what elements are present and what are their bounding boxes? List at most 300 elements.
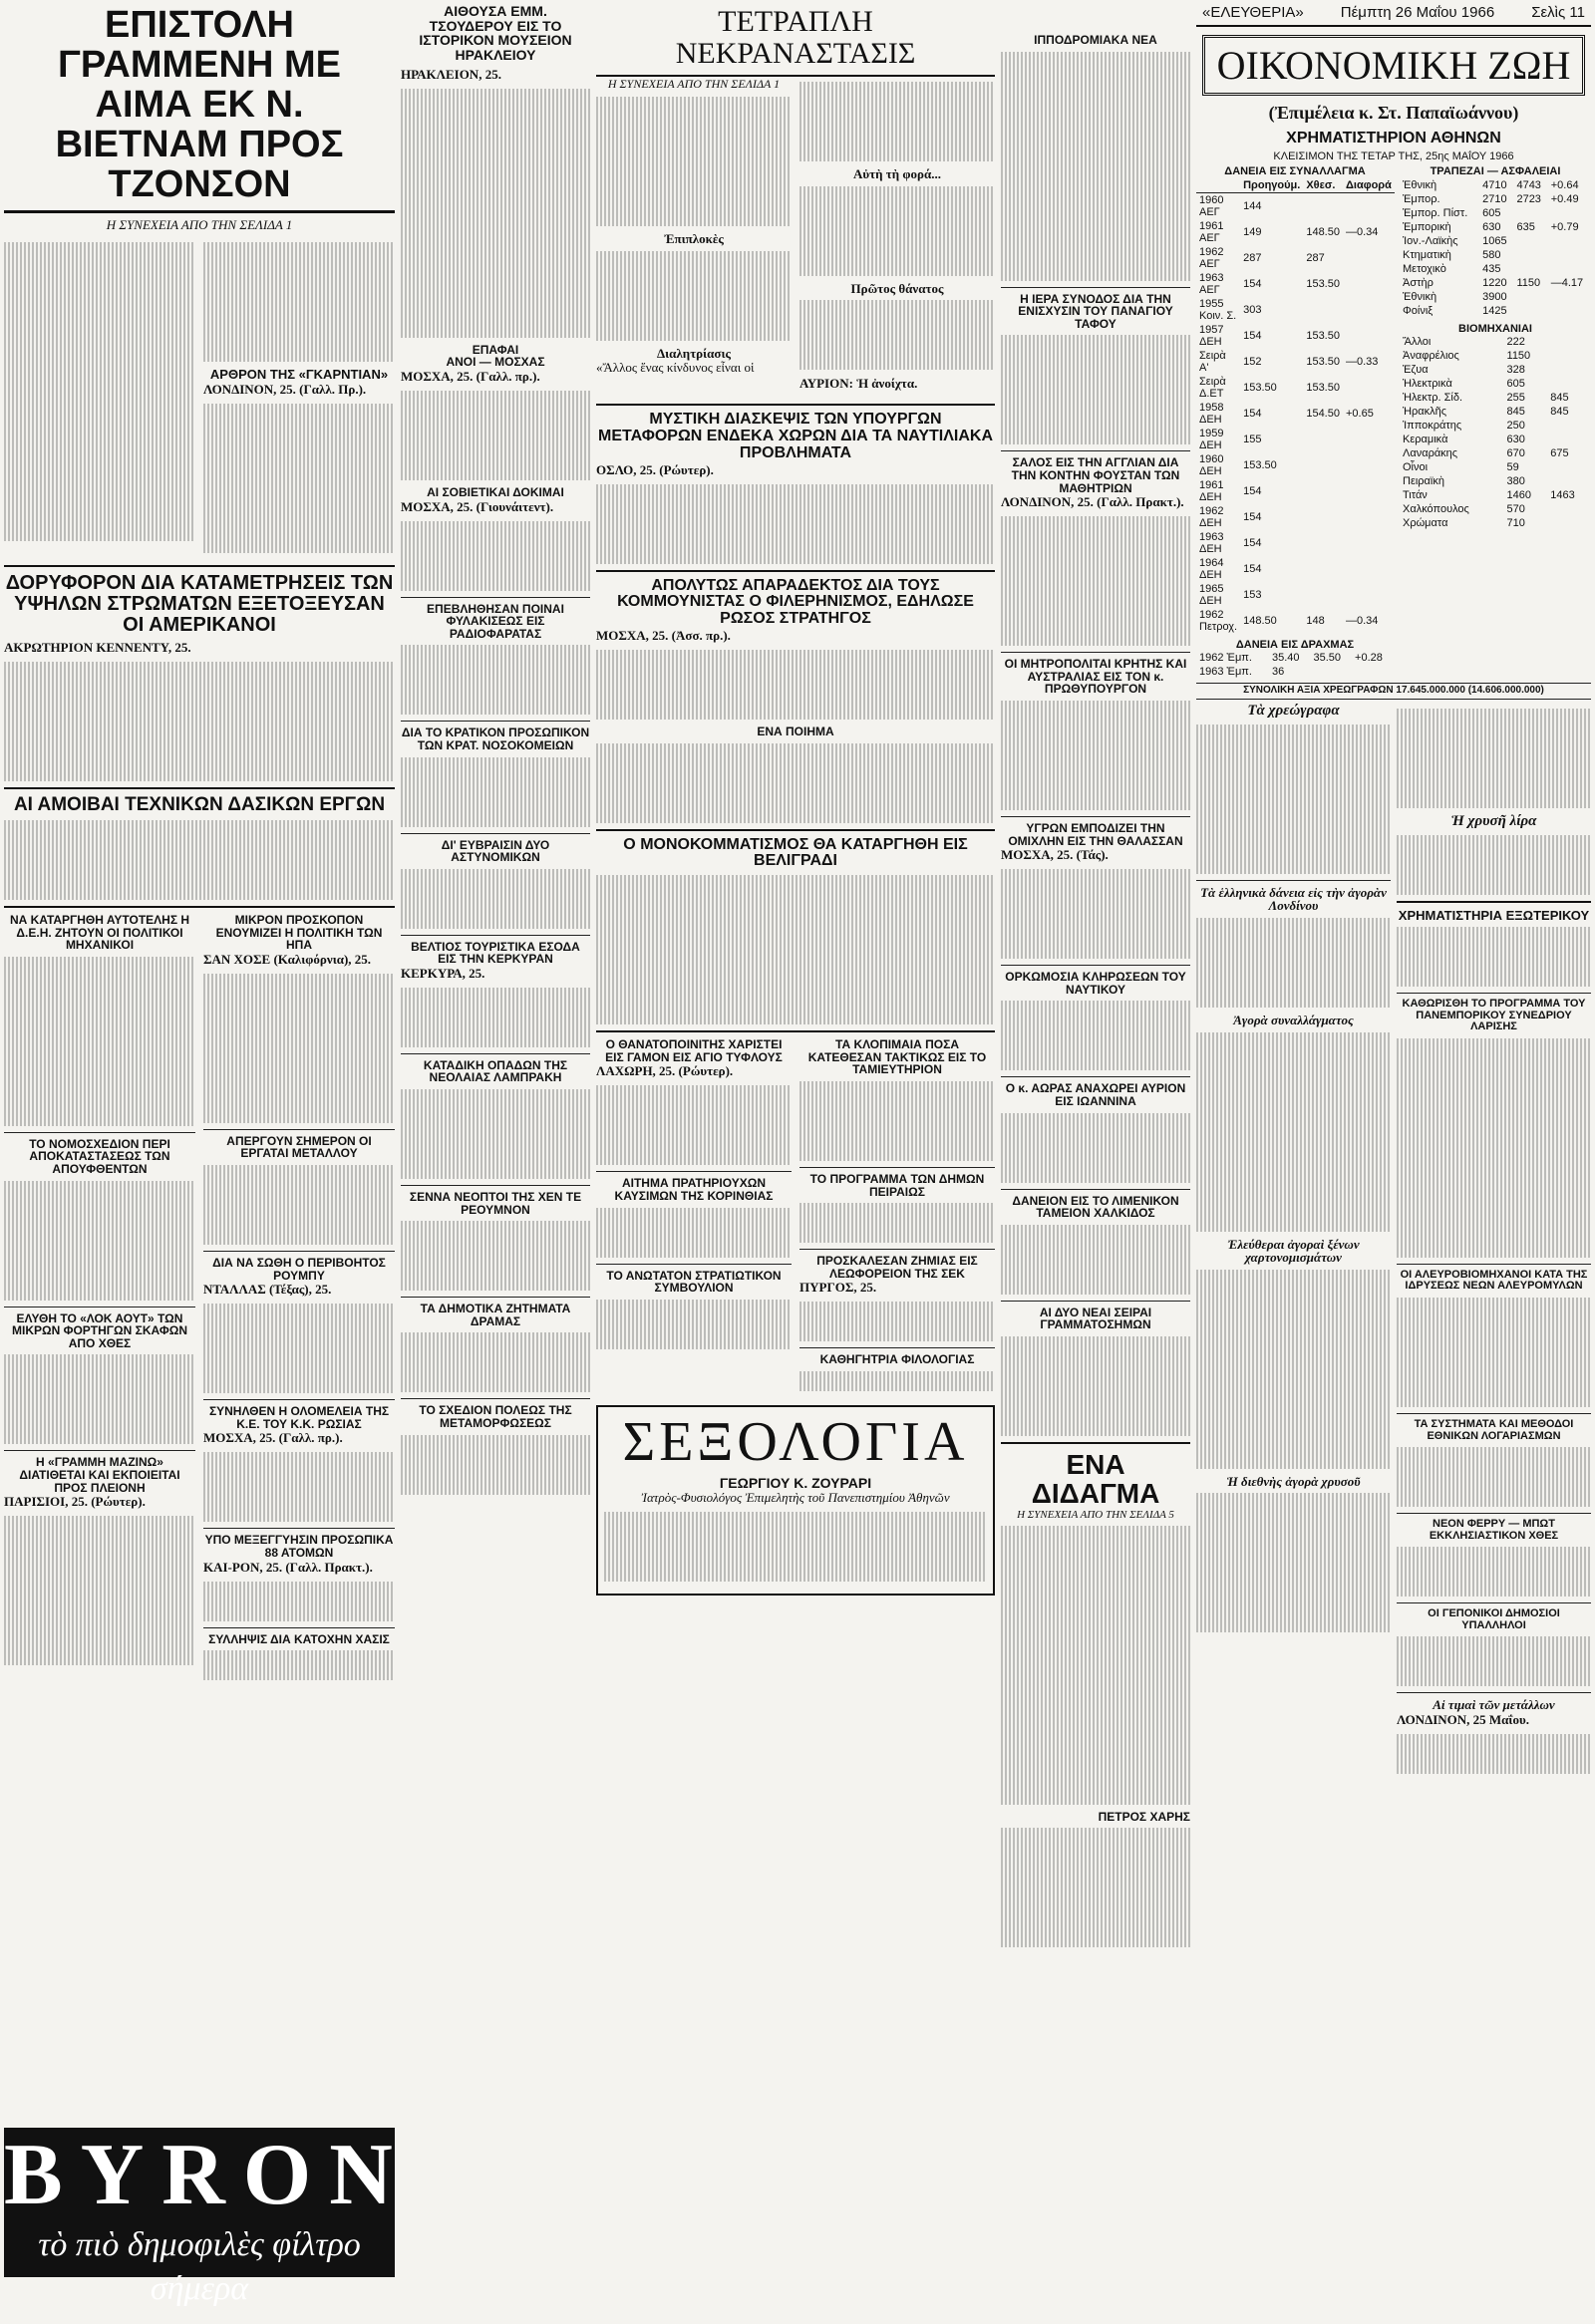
table-cell — [1311, 665, 1353, 679]
table-cell: 1065 — [1482, 234, 1507, 247]
column-2 — [401, 0, 590, 1431]
col3-lower — [596, 1038, 995, 1397]
table-cell: 148 — [1306, 614, 1325, 627]
ad-doctor-title: Ἰατρὸς-Φυσιολόγος Ἐπιμελητὴς τοῦ Πανεπιστημίου Ἀθηνῶν — [641, 1490, 950, 1506]
table-cell: 153 — [1243, 588, 1262, 601]
table-cell — [1513, 290, 1547, 304]
continued-note: Η ΣΥΝΕΧΕΙΑ ΑΠΟ ΤΗΝ ΣΕΛΙΔΑ 1 — [106, 217, 293, 233]
table-cell: Χαλκόπουλος — [1403, 503, 1469, 516]
loan-row — [1196, 608, 1395, 634]
table-cell — [1303, 192, 1343, 219]
table-cell: 580 — [1482, 248, 1501, 261]
headline-piraeus: ΤΟ ΠΡΟΓΡΑΜΜΑ ΤΩΝ ΔΗΜΩΝ ΠΕΙΡΑΙΩΣ — [809, 1172, 985, 1199]
dateline-dallas: ΝΤΑΛΛΑΣ (Τέξας), 25. — [203, 1282, 332, 1298]
table-cell — [1547, 349, 1591, 363]
table-cell — [1548, 262, 1591, 276]
headline-stolen-sums: ΤΑ ΚΛΟΠΙΜΑΙΑ ΠΟΣΑ ΚΑΤΕΘΕΣΑΝ ΤΑΚΤΙΚΩΣ ΕΙΣ ΤΟ ΤΑΜΙΕΥΤΗΡΙΟΝ — [807, 1037, 987, 1077]
table-cell: 1463 — [1550, 489, 1575, 502]
table-cell: —0.34 — [1345, 225, 1379, 238]
table-cell — [1548, 234, 1591, 248]
byline-petros: ΠΕΤΡΟΣ ΧΑΡΗΣ — [1098, 1809, 1190, 1824]
table-cell — [1303, 478, 1343, 504]
paper-name: «ΕΛΕΥΘΕΡΙΑ» — [1202, 4, 1304, 21]
table-cell: Ἄλλοι — [1403, 336, 1432, 349]
table-cell: Ἀστὴρ — [1403, 276, 1434, 289]
headline-maginot: Η «ΓΡΑΜΜΗ ΜΑΖΙΝΩ» ΔΙΑΤΙΘΕΤΑΙ ΚΑΙ ΕΚΠΟΙΕΙΤΑΙ ΠΡΟΣ ΠΛΕΙΟΝΗ — [19, 1455, 180, 1495]
table-cell: 710 — [1506, 517, 1525, 530]
industry-row — [1400, 516, 1591, 530]
headline-national-accounts: ΤΑ ΣΥΣΤΗΜΑΤΑ ΚΑΙ ΜΕΘΟΔΟΙ ΕΘΝΙΚΩΝ ΛΟΓΑΡΙΑΣΜΩΝ — [1414, 1417, 1574, 1442]
headline-forest-works: ΑΙ ΑΜΟΙΒΑΙ ΤΕΧΝΙΚΩΝ ΔΑΣΙΚΩΝ ΕΡΓΩΝ — [13, 794, 386, 816]
table-cell — [1343, 375, 1395, 401]
headline-dei: ΝΑ ΚΑΤΑΡΓΗΘΗ ΑΥΤΟΤΕΛΗΣ Η Δ.Ε.Η. ΖΗΤΟΥΝ ΟΙ ΠΟΛΙΤΙΚΟΙ ΜΗΧΑΝΙΚΟΙ — [9, 913, 190, 953]
sub-head-bonds: Τὰ χρεώγραφα — [1247, 702, 1340, 719]
column-4 — [1001, 0, 1190, 1953]
table-cell — [1343, 556, 1395, 582]
dateline-moscow-5: ΜΟΣΧΑ, 25. (Τάς). — [1001, 847, 1109, 863]
sub-head-first-death: Πρῶτος θάνατος — [850, 280, 944, 296]
table-cell: 144 — [1243, 199, 1262, 212]
loan-row — [1196, 401, 1395, 427]
dateline: ΛΟΝΔΙΝΟΝ, 25. (Γαλλ. Πρ.). — [203, 382, 367, 398]
headline-hashish: ΣΥΛΛΗΨΙΣ ΔΙΑ ΚΑΤΟΧΗΝ ΧΑΣΙΣ — [208, 1631, 390, 1646]
table-cell: Μετοχικὸ — [1403, 262, 1446, 275]
headline-plenum: ΣΥΝΗΛΘΕΝ Η ΟΛΟΜΕΛΕΙΑ ΤΗΣ Κ.Ε. ΤΟΥ Κ.Κ. ΡΩΣΙΑΣ — [208, 1404, 390, 1431]
bank-row — [1400, 192, 1591, 206]
bank-row — [1400, 304, 1591, 318]
table-cell: 1962 ΔΕΗ — [1199, 504, 1224, 529]
table-cell: Ἐθνικὴ — [1403, 178, 1437, 191]
headline-lesson: ΕΝΑ ΔΙΔΑΓΜΑ — [1031, 1448, 1160, 1510]
headline-xen: ΣΕΝΝΑ ΝΕΟΠΤΟΙ ΤΗΣ ΧΕΝ ΤΕ ΡΕΟΥΜΝΟΝ — [409, 1190, 582, 1217]
table-cell — [1547, 363, 1591, 377]
table-cell — [1513, 248, 1547, 262]
sub-head-hanoi: ΑΝΟΙ — ΜΟΣΧΑΣ — [446, 355, 545, 370]
bank-row — [1400, 276, 1591, 290]
table-cell: 287 — [1306, 251, 1325, 264]
headline-belgrade: Ο ΜΟΝΟΚΟΜΜΑΤΙΣΜΟΣ ΘΑ ΚΑΤΑΡΓΗΘΗ ΕΙΣ ΒΕΛΙΓΡΑΔΙ — [623, 835, 968, 870]
table-cell: 36 — [1271, 666, 1285, 679]
headline-bill: ΤΟ ΝΟΜΟΣΧΕΔΙΟΝ ΠΕΡΙ ΑΠΟΚΑΤΑΣΤΑΣΕΩΣ ΤΩΝ ΑΠΟΥΦΘΕΝΤΩΝ — [29, 1136, 170, 1176]
headline-navy-oath: ΟΡΚΩΜΟΣΙΑ ΚΛΗΡΩΣΕΩΝ ΤΟΥ ΝΑΥΤΙΚΟΥ — [1005, 970, 1186, 997]
loan-row — [1196, 504, 1395, 530]
table-cell: +0.28 — [1355, 652, 1383, 665]
table-cell: 155 — [1243, 433, 1262, 445]
table-cell — [1303, 582, 1343, 608]
table-cell: 4710 — [1482, 178, 1507, 191]
headline-lambrakis: ΚΑΤΑΔΙΚΗ ΟΠΑΔΩΝ ΤΗΣ ΝΕΟΛΑΙΑΣ ΛΑΜΠΡΑΚΗ — [423, 1057, 568, 1085]
table-cell: 1964 ΔΕΗ — [1199, 556, 1224, 581]
table-cell: 630 — [1482, 220, 1501, 233]
table-cell: 154 — [1243, 562, 1262, 575]
industry-row — [1400, 419, 1591, 433]
table-cell: +0.49 — [1550, 192, 1579, 205]
table-cell: 1957 ΔΕΗ — [1199, 323, 1224, 348]
sub-head-diaitrias: Διαλητρίασις — [656, 345, 732, 361]
table-cell: 154 — [1243, 536, 1262, 549]
headline-condemned: Ο ΘΑΝΑΤΟΠΟΙΝΙΤΗΣ ΧΑΡΙΣΤΕΙ ΕΙΣ ΓΑΜΟΝ ΕΙΣ ΑΓΙΟ ΤΥΦΛΟΥΣ — [605, 1037, 783, 1064]
dateline-oslo: ΟΣΛΟ, 25. (Ρώυτερ). — [596, 461, 714, 477]
headline-metal-strike: ΑΠΕΡΓΟΥΝ ΣΗΜΕΡΟΝ ΟΙ ΕΡΓΑΤΑΙ ΜΕΤΑΛΛΟΥ — [226, 1133, 372, 1161]
dateline-moscow-3: ΜΟΣΧΑ, 25. (Γιουνάιτεντ). — [401, 498, 554, 514]
loan-row — [1196, 582, 1395, 608]
table-cell: 154 — [1243, 277, 1262, 290]
table-cell: —4.17 — [1550, 276, 1584, 289]
headline-professor: ΚΑΘΗΓΗΤΡΙΑ ΦΙΛΟΛΟΓΙΑΣ — [819, 1352, 975, 1367]
table-cell: Κτηματικὴ — [1403, 248, 1451, 261]
table-cell — [1343, 427, 1395, 452]
headline-corfu: ΒΕΛΤΙΟΣ ΤΟΥΡΙΣΤΙΚΑ ΕΣΟΔΑ ΕΙΣ ΤΗΝ ΚΕΡΚΥΡΑΝ — [411, 939, 580, 967]
table-cell — [1513, 206, 1547, 220]
table-banks — [1400, 178, 1591, 318]
headline-short-skirt: ΣΑΛΟΣ ΕΙΣ ΤΗΝ ΑΓΓΛΙΑΝ ΔΙΑ ΤΗΝ ΚΟΝΤΗΝ ΦΟΥΣΤΑΝ ΤΩΝ ΜΑΘΗΤΡΙΩΝ — [1011, 455, 1180, 495]
table-cell: 3900 — [1482, 290, 1507, 303]
table-cell: 148.50 — [1306, 225, 1340, 238]
table-cell — [1547, 502, 1591, 516]
headline-ferry: ΝΕΟΝ ΦΕΡΡΥ — ΜΠΩΤ ΕΚΚΛΗΣΙΑΣΤΙΚΟΝ ΧΘΕΣ — [1429, 1518, 1559, 1542]
table-cell: Φοίνιξ — [1403, 304, 1434, 317]
table-cell: 152 — [1243, 355, 1262, 368]
sub-head-guardian: ΑΡΘΡΟΝ ΤΗΣ «ΓΚΑΡΝΤΙΑΝ» — [209, 367, 389, 383]
table-cell — [1343, 245, 1395, 271]
industry-row — [1400, 488, 1591, 502]
headline-metamorfosis: ΤΟ ΣΧΕΔΙΟΝ ΠΟΛΕΩΣ ΤΗΣ ΜΕΤΑΜΟΡΦΩΣΕΩΣ — [419, 1403, 572, 1431]
table-cell — [1547, 377, 1591, 391]
bank-row — [1400, 178, 1591, 192]
table-cell: Τιτάν — [1403, 489, 1428, 502]
table-cell: 1965 ΔΕΗ — [1199, 582, 1224, 607]
headline-pacifism: ΑΠΟΛΥΤΩΣ ΑΠΑΡΑΔΕΚΤΟΣ ΔΙΑ ΤΟΥΣ ΚΟΜΜΟΥΝΙΣΤΑΣ Ο ΦΙΛΕΡΗΝΙΣΜΟΣ, ΕΔΗΛΩΣΕ ΡΩΣΟΣ ΣΤΡΑΤΗΓΟΣ — [617, 576, 974, 628]
loan-row — [1196, 323, 1395, 349]
loan-row — [1196, 271, 1395, 297]
table-cell: 153.50 — [1243, 381, 1277, 394]
table-cell — [1343, 271, 1395, 297]
table-cell — [1303, 297, 1343, 323]
dateline-san-jose: ΣΑΝ ΧΟΣΕ (Καλιφόρνια), 25. — [203, 951, 372, 967]
table-cell: 1220 — [1482, 276, 1507, 289]
bank-row — [1400, 262, 1591, 276]
table-cell: 1963 ΑΕΓ — [1199, 271, 1224, 296]
table-cell — [1513, 262, 1547, 276]
dateline-moscow-4: ΜΟΣΧΑ, 25. (Ἀσσ. πρ.). — [596, 628, 731, 644]
ad-title: ΣΕΞΟΛΟΓΙΑ — [622, 1411, 969, 1473]
table-cell — [1343, 478, 1395, 504]
table-cell: Ἐμπορ. Πίστ. — [1403, 206, 1468, 219]
industry-row — [1400, 363, 1591, 377]
industry-row — [1400, 377, 1591, 391]
table-cell — [1547, 516, 1591, 530]
table-cell: 670 — [1506, 447, 1525, 460]
table-cell — [1343, 192, 1395, 219]
table-cell: 154 — [1243, 407, 1262, 420]
loan-row — [1196, 219, 1395, 245]
bank-row — [1400, 290, 1591, 304]
table-cell: 154 — [1243, 329, 1262, 342]
table-cell — [1343, 530, 1395, 556]
table-cell: 4743 — [1516, 178, 1541, 191]
industry-row — [1400, 433, 1591, 446]
exchange-title: ΧΡΗΜΑΤΙΣΤΗΡΙΟΝ ΑΘΗΝΩΝ — [1286, 129, 1501, 146]
table-cell: Κεραμικὰ — [1403, 434, 1448, 446]
table-cell: 59 — [1506, 461, 1519, 474]
loan-row — [1196, 530, 1395, 556]
table-cell: Ἐθνικὴ — [1403, 290, 1437, 303]
sub-head-metals: Αἱ τιμαὶ τῶν μετάλλων — [1433, 1697, 1555, 1713]
table-cell: 1150 — [1516, 276, 1541, 289]
table-cell: 845 — [1550, 406, 1569, 419]
loan-row — [1196, 375, 1395, 401]
table-cell — [1303, 427, 1343, 452]
table-cell — [1513, 234, 1547, 248]
dateline-london: ΛΟΝΔΙΝΟΝ, 25. (Γαλλ. Πρακτ.). — [1001, 494, 1184, 510]
headline-foreign-exchanges: ΧΡΗΜΑΤΙΣΤΗΡΙΑ ΕΞΩΤΕΡΙΚΟΥ — [1398, 907, 1590, 923]
table-cell — [1343, 297, 1395, 323]
exchange-tables — [1196, 166, 1591, 679]
sub-head-free-markets: Ἐλεύθεραι ἀγοραὶ ξένων χαρτονομισμάτων — [1227, 1236, 1360, 1266]
table-cell: 35.50 — [1313, 652, 1342, 665]
editor-credit: (Ἐπιμέλεια κ. Στ. Παπαϊωάννου) — [1268, 103, 1519, 123]
table-cell: +0.79 — [1550, 220, 1579, 233]
sub-head-this-time: Αὐτὴ τὴ φορά... — [853, 166, 941, 181]
table-cell: 845 — [1550, 392, 1569, 405]
headline-transport-ministers: ΜΥΣΤΙΚΗ ΔΙΑΣΚΕΨΙΣ ΤΩΝ ΥΠΟΥΡΓΩΝ ΜΕΤΑΦΟΡΩΝ ΕΝΔΕΚΑ ΧΩΡΩΝ ΔΙΑ ΤΑ ΝΑΥΤΙΛΙΑΚΑ ΠΡΟΒΛΗΜΑΤΑ — [597, 411, 993, 461]
table-cell: 380 — [1506, 475, 1525, 488]
table-cell: 1962 Ἐμπ. — [1199, 652, 1252, 665]
column-5 — [1196, 0, 1591, 1780]
table-cell — [1513, 304, 1547, 318]
tail-tomorrow: ΑΥΡΙΟΝ: Ἡ ἀνοίχτα. — [799, 376, 918, 392]
sub-head-sovereign: Ἡ χρυσῆ λίρα — [1450, 812, 1537, 829]
dateline-moscow-2: ΜΟΣΧΑ, 25. (Γαλλ. πρ.). — [401, 368, 540, 384]
drachma-loan-row — [1196, 665, 1394, 679]
table-banks-title: ΤΡΑΠΕΖΑΙ — ΑΣΦΑΛΕΙΑΙ — [1430, 165, 1561, 178]
table-cell: 1150 — [1506, 350, 1531, 363]
col5-text — [1196, 704, 1591, 1780]
headline-military-council: ΤΟ ΑΝΩΤΑΤΟΝ ΣΤΡΑΤΙΩΤΙΚΟΝ ΣΥΜΒΟΥΛΙΟΝ — [606, 1268, 782, 1296]
table-cell — [1303, 530, 1343, 556]
section-title: ΟΙΚΟΝΟΜΙΚΗ ΖΩΗ — [1202, 35, 1585, 96]
headline-holy-synod: Η ΙΕΡΑ ΣΥΝΟΔΟΣ ΔΙΑ ΤΗΝ ΕΝΙΣΧΥΣΙΝ ΤΟΥ ΠΑΝΑΓΙΟΥ ΤΑΦΟΥ — [1018, 291, 1173, 331]
table-cell: 154 — [1243, 510, 1262, 523]
headline-fog: ΥΓΡΩΝ ΕΜΠΟΔΙΖΕΙ ΤΗΝ ΟΜΙΧΛΗΝ ΕΙΣ ΤΗΝ ΘΑΛΑΣΣΑΝ — [1008, 820, 1183, 848]
loan-row — [1196, 478, 1395, 504]
table-cell: 435 — [1482, 262, 1501, 275]
table-cell: 250 — [1506, 420, 1525, 433]
industry-row — [1400, 391, 1591, 405]
table-cell — [1547, 419, 1591, 433]
table-cell — [1548, 248, 1591, 262]
headline-ruby: ΔΙΑ ΝΑ ΣΩΘΗ Ο ΠΕΡΙΒΟΗΤΟΣ ΡΟΥΜΠΥ — [212, 1256, 386, 1283]
quadruple-body — [596, 77, 995, 398]
table-loans-drachma-title: ΔΑΝΕΙΑ ΕΙΣ ΔΡΑΧΜΑΣ — [1235, 638, 1355, 651]
table-cell: 154.50 — [1306, 407, 1340, 420]
table-cell: 153.50 — [1306, 355, 1340, 368]
table-cell: 630 — [1506, 434, 1525, 446]
table-cell: 605 — [1482, 206, 1501, 219]
table-cell — [1303, 556, 1343, 582]
table-cell: Ἡρακλῆς — [1403, 406, 1447, 419]
masthead — [1196, 0, 1591, 27]
headline-corinth: ΑΙΤΗΜΑ ΠΡΑΤΗΡΙΟΥΧΩΝ ΚΑΥΣΙΜΩΝ ΤΗΣ ΚΟΡΙΝΘΙΑΣ — [614, 1176, 774, 1204]
table-cell: Ἐμπορ. — [1403, 192, 1440, 205]
table-cell — [1352, 665, 1394, 679]
column-header: Διαφορά — [1343, 178, 1395, 193]
headline-hospitals: ΔΙΑ ΤΟ ΚΡΑΤΙΚΟΝ ΠΡΟΣΩΠΙΚΟΝ ΤΩΝ ΚΡΑΤ. ΝΟΣΟΚΟΜΕΙΩΝ — [401, 726, 590, 752]
headline-horse-racing: ΙΠΠΟΔΡΟΜΙΑΚΑ ΝΕΑ — [1034, 33, 1157, 47]
table-cell — [1547, 433, 1591, 446]
table-cell — [1547, 335, 1591, 349]
table-cell — [1303, 452, 1343, 478]
lead-body — [4, 237, 395, 559]
tail-quote: «Ἄλλος ἕνας κίνδυνος εἶναι οἱ — [596, 360, 755, 376]
column-1 — [4, 0, 395, 1686]
table-industries-title: ΒΙΟΜΗΧΑΝΙΑΙ — [1458, 322, 1532, 335]
industry-row — [1400, 446, 1591, 460]
sub-head-poem: ΕΝΑ ΠΟΙΗΜΑ — [757, 725, 834, 739]
table-industries — [1400, 335, 1591, 530]
headline-flour-mills: ΟΙ ΑΛΕΥΡΟΒΙΟΜΗΧΑΝΟΙ ΚΑΤΑ ΤΗΣ ΙΔΡΥΣΕΩΣ ΝΕΩΝ ΑΛΕΥΡΟΜΥΛΩΝ — [1400, 1268, 1588, 1293]
table-cell: 328 — [1506, 364, 1525, 377]
table-cell: 154 — [1243, 484, 1262, 497]
table-cell: 222 — [1506, 336, 1525, 349]
sub-head-contacts: ΕΠΑΦΑΙ — [472, 342, 519, 357]
dateline-london-2: ΛΟΝΔΙΝΟΝ, 25 Μαΐου. — [1397, 1711, 1529, 1727]
sub-head-epiplokes: Ἐπιπλοκὲς — [664, 231, 724, 246]
ad-slogan: τὸ πιὸ δημοφιλὲς φίλτρο σήμερα — [38, 2226, 361, 2307]
continued-note-2: Η ΣΥΝΕΧΕΙΑ ΑΠΟ ΤΗΝ ΣΕΛΙΔΑ 1 — [607, 77, 781, 91]
headline-agronomists: ΟΙ ΓΕΠΟΝΙΚΟΙ ΔΗΜΟΣΙΟΙ ΥΠΑΛΛΗΛΟΙ — [1428, 1607, 1560, 1631]
table-cell: 153.50 — [1306, 277, 1340, 290]
dateline-corfu: ΚΕΡΚΥΡΑ, 25. — [401, 965, 485, 981]
table-cell: +0.64 — [1550, 178, 1579, 191]
table-cell: Σειρὰ Α' — [1199, 349, 1226, 374]
table-cell: Ἰπποκράτης — [1403, 420, 1462, 433]
loan-row — [1196, 349, 1395, 375]
table-cell: 1958 ΔΕΗ — [1199, 401, 1224, 426]
headline-bus: ΠΡΟΣΚΑΛΕΣΑΝ ΖΗΜΙΑΣ ΕΙΣ ΛΕΩΦΟΡΕΙΟΝ ΤΗΣ ΣΕΚ — [816, 1254, 978, 1281]
table-cell: —0.34 — [1345, 614, 1379, 627]
industry-row — [1400, 335, 1591, 349]
table-cell: Ἡλεκτρικὰ — [1403, 378, 1452, 391]
table-cell: Οἶνοι — [1403, 461, 1429, 474]
table-cell: 287 — [1243, 251, 1262, 264]
table-cell: Σειρὰ Δ.ΕΤ — [1199, 375, 1226, 400]
dateline-moscow: ΜΟΣΧΑ, 25. (Γαλλ. πρ.). — [203, 1430, 343, 1446]
sub-head-gold-market: Ἡ διεθνὴς ἀγορὰ χρυσοῦ — [1226, 1473, 1361, 1489]
loan-row — [1196, 452, 1395, 478]
dateline-paris: ΠΑΡΙΣΙΟΙ, 25. (Ρώυτερ). — [4, 1494, 146, 1510]
bank-row — [1400, 234, 1591, 248]
loan-row — [1196, 245, 1395, 271]
ad-brand: BYRON — [4, 2127, 411, 2223]
headline-drama: ΤΑ ΔΗΜΟΤΙΚΑ ΖΗΤΗΜΑΤΑ ΔΡΑΜΑΣ — [420, 1302, 571, 1328]
continued-note-3: Η ΣΥΝΕΧΕΙΑ ΑΠΟ ΤΗΝ ΣΕΛΙΔΑ 5 — [1017, 1508, 1174, 1521]
table-cell: 35.40 — [1271, 652, 1300, 665]
industry-row — [1400, 405, 1591, 419]
table-cell — [1343, 582, 1395, 608]
industry-row — [1400, 502, 1591, 516]
page-number: Σελὶς 11 — [1531, 4, 1585, 21]
headline-larissa: ΚΑΘΩΡΙΣΘΗ ΤΟ ΠΡΟΓΡΑΜΜΑ ΤΟΥ ΠΑΝΕΜΠΟΡΙΚΟΥ ΣΥΝΕΔΡΙΟΥ ΛΑΡΙΣΗΣ — [1402, 998, 1586, 1033]
table-cell: Ἀναφρέλιος — [1403, 350, 1459, 363]
column-header — [1196, 178, 1240, 193]
table-loans-fx — [1196, 178, 1395, 634]
table-cell: 1955 Κοιν. Σ. — [1199, 297, 1237, 322]
table-cell: Ἐμπορικὴ — [1403, 220, 1451, 233]
table-cell: 2723 — [1516, 192, 1541, 205]
dateline-cairo: ΚΑΙ-ΡΟΝ, 25. (Γαλλ. Πρακτ.). — [203, 1559, 373, 1575]
table-cell: Χρώματα — [1403, 517, 1448, 530]
table-cell — [1343, 452, 1395, 478]
table-cell — [1343, 323, 1395, 349]
table-cell: 1961 ΑΕΓ — [1199, 219, 1224, 244]
table-cell: 845 — [1506, 406, 1525, 419]
table-cell: 153.50 — [1306, 329, 1340, 342]
dateline-heraklion: ΗΡΑΚΛΕΙΟΝ, 25. — [401, 66, 501, 82]
lead-headline: ΕΠΙΣΤΟΛΗ ΓΡΑΜΜΕΝΗ ΜΕ ΑΙΜΑ ΕΚ Ν. ΒΙΕΤΝΑΜ ΠΡΟΣ ΤΖΟΝΣΟΝ — [4, 0, 395, 213]
table-cell: 303 — [1243, 303, 1262, 316]
table-cell: 635 — [1516, 220, 1535, 233]
table-cell — [1343, 504, 1395, 530]
dateline-pyrgos: ΠΥΡΓΟΣ, 25. — [799, 1280, 877, 1296]
table-cell: 1961 ΔΕΗ — [1199, 478, 1224, 503]
headline-tsouderos: ΑΙΘΟΥΣΑ ΕΜΜ. ΤΣΟΥΔΕΡΟΥ ΕΙΣ ΤΟ ΙΣΤΟΡΙΚΟΝ ΜΟΥΣΕΙΟΝ ΗΡΑΚΛΕΙΟΥ — [419, 3, 572, 64]
column-header: Προηγούμ. — [1240, 178, 1303, 193]
industry-row — [1400, 474, 1591, 488]
sexology-ad — [596, 1405, 995, 1596]
table-cell: 1960 ΔΕΗ — [1199, 452, 1224, 477]
headline-chalkis-loan: ΔΑΝΕΙΟΝ ΕΙΣ ΤΟ ΛΙΜΕΝΙΚΟΝ ΤΑΜΕΙΟΝ ΧΑΛΚΙΔΟΣ — [1012, 1193, 1179, 1221]
loan-row — [1196, 297, 1395, 323]
headline-policemen: ΔΙ' ΕΥΒΡΑΙΣΙΝ ΔΥΟ ΑΣΤΥΝΟΜΙΚΩΝ — [441, 837, 550, 865]
dateline-lahore: ΛΑΧΩΡΗ, 25. (Ρώυτερ). — [596, 1063, 734, 1079]
table-cell: 1425 — [1482, 304, 1507, 317]
column-header: Χθεσ. — [1303, 178, 1343, 193]
table-cell — [1548, 290, 1591, 304]
byron-ad — [4, 2127, 411, 2307]
ad-doctor-name: ΓΕΩΡΓΙΟΥ Κ. ΖΟΥΡΑΡΙ — [719, 1474, 872, 1491]
issue-date: Πέμπτη 26 Μαΐου 1966 — [1340, 4, 1495, 21]
total-value: ΣΥΝΟΛΙΚΗ ΑΞΙΑ ΧΡΕΩΓΡΑΦΩΝ 17.645.000.000 (14.606.000.000) — [1196, 683, 1591, 700]
drachma-loan-row — [1196, 651, 1394, 665]
headline-quadruple: ΤΕΤΡΑΠΛΗ ΝΕΚΡΑΝΑΣΤΑΣΙΣ — [596, 0, 995, 77]
table-cell: Λαναράκης — [1403, 447, 1458, 460]
industry-row — [1400, 349, 1591, 363]
sub-head-soviet-tests: ΑΙ ΣΟΒΙΕΤΙΚΑΙ ΔΟΚΙΜΑΙ — [427, 484, 564, 499]
table-cell: Ἰον.-Λαϊκὴς — [1403, 234, 1458, 247]
table-cell: Ἐζυα — [1403, 364, 1429, 377]
headline-stamps: ΑΙ ΔΥΟ ΝΕΑΙ ΣΕΙΡΑΙ ΓΡΑΜΜΑΤΟΣΗΜΩΝ — [1039, 1305, 1152, 1332]
dateline-kennedy: ΑΚΡΩΤΗΡΙΟΝ ΚΕΝΝΕΝΤΥ, 25. — [4, 640, 191, 656]
headline-ioannina: Ο κ. ΑΩΡΑΣ ΑΝΑΧΩΡΕΙ ΑΥΡΙΟΝ ΕΙΣ ΙΩΑΝΝΙΝΑ — [1005, 1081, 1186, 1108]
loan-row — [1196, 427, 1395, 452]
table-cell: 1962 ΑΕΓ — [1199, 245, 1224, 270]
headline-metropolitans: ΟΙ ΜΗΤΡΟΠΟΛΙΤΑΙ ΚΡΗΤΗΣ ΚΑΙ ΑΥΣΤΡΑΛΙΑΣ ΕΙΣ ΤΟΝ κ. ΠΡΩΘΥΠΟΥΡΓΟΝ — [1004, 657, 1187, 697]
table-cell: +0.65 — [1345, 407, 1374, 420]
table-cell: 675 — [1550, 447, 1569, 460]
headline-lockout: ΕΛΥΘΗ ΤΟ «ΛΟΚ ΑΟΥΤ» ΤΩΝ ΜΙΚΡΩΝ ΦΟΡΤΗΓΩΝ ΣΚΑΦΩΝ ΑΠΟ ΧΘΕΣ — [12, 1310, 187, 1350]
table-cell: 148.50 — [1243, 614, 1277, 627]
column-3 — [596, 0, 995, 1596]
table-cell: 2710 — [1482, 192, 1507, 205]
table-cell: —0.33 — [1345, 355, 1379, 368]
table-cell: 570 — [1506, 503, 1525, 516]
table-cell: 1963 ΔΕΗ — [1199, 530, 1224, 555]
closing-line: ΚΛΕΙΣΙΜΟΝ ΤΗΣ ΤΕΤΑΡ ΤΗΣ, 25ης ΜΑΐΟΥ 1966 — [1273, 149, 1514, 162]
table-cell: 149 — [1243, 225, 1262, 238]
table-cell: 153.50 — [1306, 381, 1340, 394]
headline-small-scout: ΜΙΚΡΟΝ ΠΡΟΣΚΟΠΟΝ ΕΝΟΥΜΙΖΕΙ Η ΠΟΛΙΤΙΚΗ ΤΩΝ ΗΠΑ — [215, 913, 383, 953]
